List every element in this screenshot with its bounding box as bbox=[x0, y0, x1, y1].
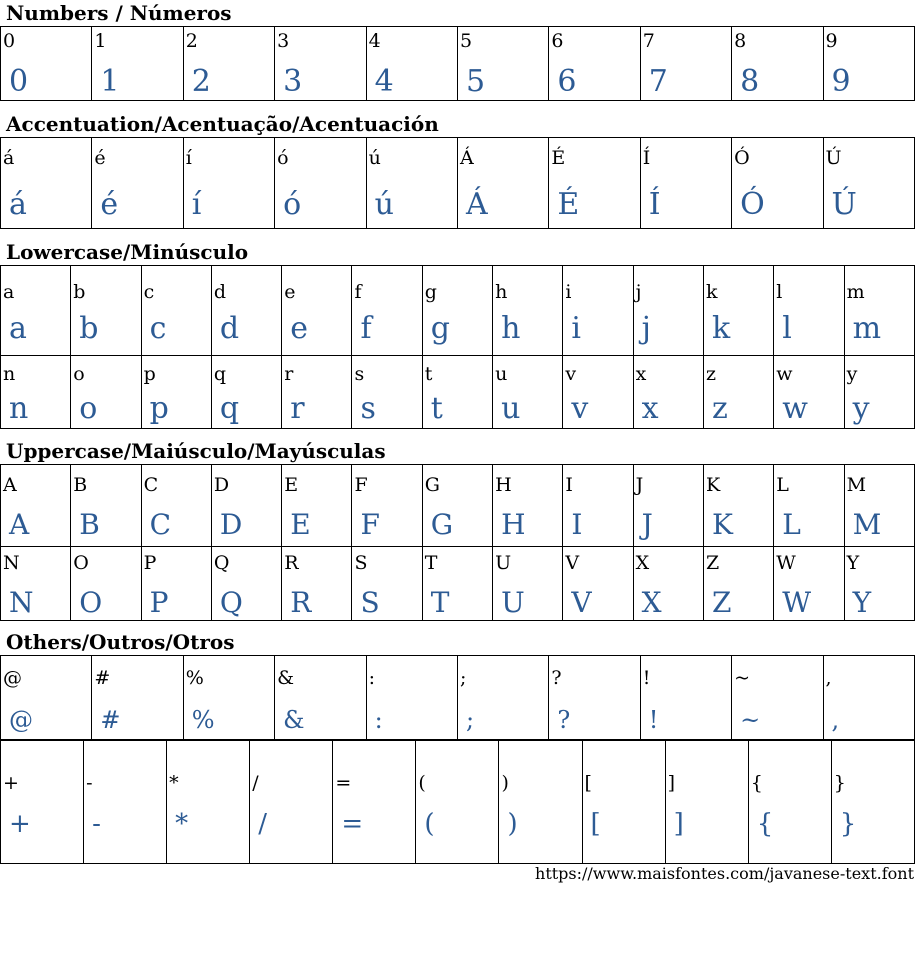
glyph-cell bbox=[703, 547, 773, 621]
glyph-cell bbox=[457, 656, 548, 740]
glyph-label: j bbox=[635, 281, 642, 303]
glyph-cell bbox=[457, 138, 548, 229]
glyph-cell bbox=[1, 656, 92, 740]
glyph-sample: ! bbox=[648, 706, 659, 734]
glyph-label: h bbox=[495, 281, 508, 303]
glyph-label: M bbox=[846, 474, 867, 496]
glyph-cell bbox=[549, 138, 640, 229]
glyph-label: 7 bbox=[642, 30, 655, 52]
glyph-sample: 6 bbox=[557, 64, 577, 99]
glyph-cell bbox=[748, 741, 831, 864]
lowercase-grid bbox=[0, 265, 915, 429]
glyph-label: Y bbox=[846, 552, 860, 574]
glyph-cell bbox=[1, 356, 71, 429]
glyph-cell bbox=[640, 656, 731, 740]
glyph-sample: / bbox=[258, 809, 267, 839]
glyph-sample: - bbox=[92, 809, 101, 839]
glyph-cell bbox=[422, 266, 492, 356]
glyph-label: á bbox=[3, 147, 15, 169]
glyph-cell bbox=[457, 27, 548, 101]
glyph-label: ) bbox=[501, 772, 509, 794]
glyph-cell bbox=[1, 266, 71, 356]
glyph-sample: A bbox=[9, 508, 30, 541]
glyph-sample: : bbox=[374, 706, 383, 734]
glyph-sample: P bbox=[149, 586, 169, 619]
glyph-sample: e bbox=[290, 311, 308, 346]
glyph-cell bbox=[499, 741, 582, 864]
glyph-label: , bbox=[825, 667, 832, 689]
glyph-cell bbox=[1, 138, 92, 229]
glyph-sample: d bbox=[219, 311, 240, 346]
glyph-cell bbox=[549, 656, 640, 740]
glyph-cell bbox=[211, 547, 281, 621]
glyph-cell bbox=[493, 356, 563, 429]
glyph-label: p bbox=[143, 363, 156, 385]
glyph-cell bbox=[92, 27, 183, 101]
glyph-sample: É bbox=[557, 187, 580, 222]
glyph-label: H bbox=[495, 474, 512, 496]
glyph-cell bbox=[633, 465, 703, 547]
glyph-sample: O bbox=[79, 586, 103, 619]
glyph-label: i bbox=[565, 281, 572, 303]
glyph-label: Q bbox=[213, 552, 230, 574]
glyph-label: O bbox=[73, 552, 89, 574]
glyph-row bbox=[1, 741, 915, 864]
glyph-sample: J bbox=[641, 508, 653, 541]
uppercase-grid bbox=[0, 464, 915, 621]
glyph-sample: c bbox=[149, 311, 167, 346]
glyph-label: - bbox=[86, 772, 93, 794]
glyph-cell bbox=[92, 138, 183, 229]
glyph-sample: F bbox=[360, 508, 380, 541]
glyph-label: { bbox=[750, 772, 763, 794]
glyph-cell bbox=[563, 465, 633, 547]
glyph-cell bbox=[633, 266, 703, 356]
glyph-cell bbox=[493, 547, 563, 621]
glyph-cell bbox=[141, 356, 211, 429]
glyph-sample: ; bbox=[465, 706, 475, 734]
glyph-sample: 2 bbox=[191, 64, 211, 99]
glyph-cell bbox=[211, 266, 281, 356]
glyph-label: ó bbox=[277, 147, 289, 169]
glyph-cell bbox=[774, 266, 844, 356]
glyph-label: : bbox=[368, 667, 375, 689]
glyph-label: 9 bbox=[825, 30, 838, 52]
glyph-label: w bbox=[776, 363, 793, 385]
glyph-cell bbox=[71, 266, 141, 356]
glyph-row bbox=[1, 465, 915, 547]
glyph-sample: ? bbox=[557, 706, 571, 734]
glyph-sample: i bbox=[571, 311, 581, 346]
glyph-sample: U bbox=[501, 586, 525, 619]
glyph-label: ! bbox=[642, 667, 651, 689]
glyph-label: N bbox=[3, 552, 20, 574]
glyph-label: u bbox=[495, 363, 508, 385]
glyph-cell bbox=[563, 547, 633, 621]
glyph-label: } bbox=[833, 772, 846, 794]
glyph-label: f bbox=[354, 281, 362, 303]
glyph-sample: í bbox=[191, 187, 202, 222]
glyph-sample: Q bbox=[219, 586, 243, 619]
glyph-cell bbox=[275, 138, 366, 229]
glyph-label: 5 bbox=[459, 30, 473, 52]
glyph-cell bbox=[352, 356, 422, 429]
glyph-sample: * bbox=[175, 809, 189, 839]
glyph-cell bbox=[366, 27, 457, 101]
glyph-cell bbox=[167, 741, 250, 864]
glyph-label: r bbox=[284, 363, 294, 385]
glyph-label: 2 bbox=[185, 30, 198, 52]
glyph-sample: é bbox=[100, 187, 119, 222]
glyph-cell bbox=[183, 656, 274, 740]
glyph-cell bbox=[141, 266, 211, 356]
glyph-sample: + bbox=[9, 809, 31, 839]
glyph-row bbox=[1, 27, 915, 101]
glyph-sample: ú bbox=[374, 187, 394, 222]
glyph-label: % bbox=[185, 667, 204, 689]
glyph-label: ] bbox=[667, 772, 676, 794]
glyph-cell bbox=[352, 465, 422, 547]
glyph-label: [ bbox=[584, 772, 592, 794]
section-title-uppercase: Uppercase/Maiúsculo/Mayúsculas bbox=[6, 439, 386, 463]
numbers-grid bbox=[0, 26, 915, 101]
glyph-sample: o bbox=[79, 391, 98, 426]
glyph-sample: H bbox=[501, 508, 526, 541]
glyph-sample: { bbox=[756, 809, 774, 839]
glyph-cell bbox=[633, 356, 703, 429]
glyph-label: R bbox=[284, 552, 299, 574]
glyph-sample: 7 bbox=[648, 64, 668, 99]
glyph-label: 1 bbox=[94, 30, 107, 52]
glyph-label: 6 bbox=[551, 30, 564, 52]
glyph-cell bbox=[71, 465, 141, 547]
glyph-label: d bbox=[213, 281, 227, 303]
glyph-label: L bbox=[776, 474, 789, 496]
glyph-label: Í bbox=[642, 147, 651, 169]
glyph-sample: l bbox=[782, 311, 792, 346]
glyph-sample: # bbox=[100, 706, 121, 734]
glyph-cell bbox=[71, 356, 141, 429]
glyph-cell bbox=[732, 27, 823, 101]
glyph-label: b bbox=[73, 281, 86, 303]
glyph-label: c bbox=[143, 281, 155, 303]
glyph-sample: M bbox=[852, 508, 882, 541]
glyph-sample: L bbox=[782, 508, 801, 541]
glyph-sample: a bbox=[9, 311, 27, 346]
glyph-cell bbox=[582, 741, 665, 864]
glyph-sample: h bbox=[501, 311, 521, 346]
glyph-cell bbox=[416, 741, 499, 864]
glyph-label: k bbox=[705, 281, 718, 303]
glyph-cell bbox=[665, 741, 748, 864]
glyph-label: U bbox=[495, 552, 512, 574]
glyph-cell bbox=[250, 741, 333, 864]
glyph-cell bbox=[844, 465, 914, 547]
glyph-label: I bbox=[565, 474, 573, 496]
glyph-sample: B bbox=[79, 508, 100, 541]
glyph-cell bbox=[844, 547, 914, 621]
glyph-cell bbox=[1, 547, 71, 621]
glyph-label: G bbox=[424, 474, 440, 496]
glyph-sample: k bbox=[711, 311, 731, 346]
glyph-sample: s bbox=[360, 391, 376, 426]
glyph-label: = bbox=[335, 772, 352, 794]
glyph-row bbox=[1, 547, 915, 621]
glyph-cell bbox=[282, 547, 352, 621]
section-title-lowercase: Lowercase/Minúsculo bbox=[6, 240, 249, 264]
glyph-cell bbox=[71, 547, 141, 621]
glyph-label: É bbox=[551, 147, 566, 169]
glyph-label: l bbox=[776, 281, 783, 303]
glyph-sample: V bbox=[571, 586, 592, 619]
glyph-sample: W bbox=[782, 586, 812, 619]
section-title-accentuation: Accentuation/Acentuação/Acentuación bbox=[6, 112, 439, 136]
glyph-label: A bbox=[3, 474, 17, 496]
glyph-sample: = bbox=[341, 809, 364, 839]
glyph-sample: g bbox=[430, 311, 450, 346]
glyph-cell bbox=[774, 465, 844, 547]
glyph-cell bbox=[703, 465, 773, 547]
glyph-sample: @ bbox=[9, 706, 33, 734]
glyph-label: X bbox=[635, 552, 650, 574]
glyph-sample: Z bbox=[711, 586, 732, 619]
glyph-sample: T bbox=[430, 586, 450, 619]
glyph-sample: E bbox=[290, 508, 311, 541]
glyph-cell bbox=[703, 266, 773, 356]
accentuation-grid bbox=[0, 137, 915, 229]
glyph-row bbox=[1, 266, 915, 356]
glyph-label: D bbox=[213, 474, 230, 496]
glyph-cell bbox=[282, 465, 352, 547]
glyph-sample: [ bbox=[590, 809, 601, 839]
glyph-sample: ) bbox=[507, 809, 518, 839]
glyph-cell bbox=[823, 138, 914, 229]
glyph-sample: G bbox=[430, 508, 454, 541]
glyph-sample: ] bbox=[673, 809, 684, 839]
glyph-sample: ~ bbox=[740, 706, 761, 734]
glyph-label: y bbox=[846, 363, 858, 385]
glyph-label: & bbox=[277, 667, 295, 689]
glyph-cell bbox=[352, 266, 422, 356]
others-grid-row1 bbox=[0, 655, 915, 740]
glyph-cell bbox=[366, 656, 457, 740]
glyph-cell bbox=[1, 27, 92, 101]
glyph-sample: ( bbox=[424, 809, 435, 839]
glyph-sample: p bbox=[149, 391, 169, 426]
glyph-label: Ó bbox=[734, 147, 750, 169]
glyph-label: t bbox=[424, 363, 433, 385]
glyph-sample: Í bbox=[648, 187, 661, 222]
glyph-cell bbox=[640, 27, 731, 101]
glyph-label: z bbox=[705, 363, 716, 385]
glyph-sample: w bbox=[782, 391, 808, 426]
glyph-sample: 0 bbox=[9, 64, 29, 99]
glyph-label: é bbox=[94, 147, 106, 169]
glyph-sample: R bbox=[290, 586, 312, 619]
glyph-sample: f bbox=[360, 311, 372, 346]
glyph-sample: 3 bbox=[283, 64, 303, 99]
glyph-label: J bbox=[635, 474, 644, 496]
glyph-cell bbox=[844, 266, 914, 356]
glyph-cell bbox=[352, 547, 422, 621]
glyph-label: n bbox=[3, 363, 16, 385]
glyph-cell bbox=[183, 138, 274, 229]
glyph-cell bbox=[493, 465, 563, 547]
glyph-cell bbox=[823, 656, 914, 740]
glyph-label: C bbox=[143, 474, 159, 496]
glyph-label: V bbox=[565, 552, 580, 574]
glyph-cell bbox=[282, 356, 352, 429]
glyph-sample: C bbox=[149, 508, 172, 541]
glyph-sample: n bbox=[9, 391, 29, 426]
glyph-cell bbox=[844, 356, 914, 429]
glyph-cell bbox=[282, 266, 352, 356]
glyph-sample: Ó bbox=[740, 187, 765, 222]
glyph-sample: } bbox=[839, 809, 857, 839]
glyph-label: W bbox=[776, 552, 796, 574]
glyph-label: + bbox=[3, 772, 19, 794]
glyph-sample: 1 bbox=[100, 64, 120, 99]
glyph-label: # bbox=[94, 667, 111, 689]
glyph-cell bbox=[732, 656, 823, 740]
glyph-label: s bbox=[354, 363, 365, 385]
glyph-label: 3 bbox=[277, 30, 290, 52]
glyph-row bbox=[1, 356, 915, 429]
glyph-sample: 9 bbox=[831, 64, 851, 99]
glyph-sample: ó bbox=[283, 187, 302, 222]
glyph-cell bbox=[422, 547, 492, 621]
glyph-sample: b bbox=[79, 311, 99, 346]
glyph-label: q bbox=[213, 363, 227, 385]
glyph-sample: I bbox=[571, 508, 583, 541]
glyph-label: e bbox=[284, 281, 296, 303]
glyph-sample: K bbox=[711, 508, 733, 541]
glyph-cell bbox=[640, 138, 731, 229]
glyph-label: K bbox=[705, 474, 721, 496]
section-title-numbers: Numbers / Números bbox=[6, 1, 232, 25]
glyph-label: g bbox=[424, 281, 437, 303]
glyph-sample: q bbox=[219, 391, 240, 426]
glyph-label: Ú bbox=[825, 147, 842, 169]
glyph-cell bbox=[1, 465, 71, 547]
glyph-cell bbox=[774, 356, 844, 429]
glyph-sample: r bbox=[290, 391, 305, 426]
glyph-cell bbox=[183, 27, 274, 101]
glyph-sample: 8 bbox=[740, 64, 760, 99]
glyph-label: * bbox=[169, 772, 179, 794]
glyph-sample: v bbox=[571, 391, 589, 426]
glyph-label: P bbox=[143, 552, 157, 574]
glyph-cell bbox=[275, 656, 366, 740]
glyph-cell bbox=[422, 356, 492, 429]
glyph-cell bbox=[563, 266, 633, 356]
glyph-label: ; bbox=[459, 667, 467, 689]
glyph-label: a bbox=[3, 281, 15, 303]
glyph-cell bbox=[732, 138, 823, 229]
section-title-others: Others/Outros/Otros bbox=[6, 630, 235, 654]
glyph-label: í bbox=[185, 147, 192, 169]
glyph-cell bbox=[1, 741, 84, 864]
glyph-sample: S bbox=[360, 586, 380, 619]
glyph-label: o bbox=[73, 363, 85, 385]
glyph-cell bbox=[333, 741, 416, 864]
glyph-cell bbox=[275, 27, 366, 101]
glyph-cell bbox=[823, 27, 914, 101]
glyph-sample: y bbox=[852, 391, 870, 426]
glyph-label: 4 bbox=[368, 30, 381, 52]
glyph-sample: Y bbox=[852, 586, 872, 619]
glyph-cell bbox=[84, 741, 167, 864]
glyph-label: 8 bbox=[734, 30, 747, 52]
glyph-label: x bbox=[635, 363, 647, 385]
glyph-sample: u bbox=[501, 391, 521, 426]
glyph-label: B bbox=[73, 474, 88, 496]
glyph-cell bbox=[141, 547, 211, 621]
footer-url[interactable]: https://www.maisfontes.com/javanese-text.font bbox=[535, 864, 914, 883]
glyph-label: ? bbox=[551, 667, 562, 689]
glyph-cell bbox=[493, 266, 563, 356]
glyph-label: F bbox=[354, 474, 368, 496]
glyph-sample: z bbox=[711, 391, 728, 426]
glyph-sample: % bbox=[191, 706, 215, 734]
glyph-sample: Ú bbox=[831, 187, 857, 222]
glyph-label: 0 bbox=[3, 30, 16, 52]
glyph-sample: X bbox=[641, 586, 662, 619]
glyph-label: Z bbox=[705, 552, 720, 574]
glyph-sample: m bbox=[852, 311, 882, 346]
glyph-cell bbox=[211, 465, 281, 547]
glyph-label: / bbox=[252, 772, 259, 794]
glyph-cell bbox=[549, 27, 640, 101]
glyph-sample: x bbox=[641, 391, 659, 426]
glyph-sample: á bbox=[9, 187, 27, 222]
glyph-cell bbox=[422, 465, 492, 547]
glyph-sample: , bbox=[831, 706, 840, 734]
glyph-cell bbox=[703, 356, 773, 429]
glyph-cell bbox=[774, 547, 844, 621]
glyph-row bbox=[1, 656, 915, 740]
glyph-label: v bbox=[565, 363, 577, 385]
glyph-sample: N bbox=[9, 586, 34, 619]
glyph-cell bbox=[92, 656, 183, 740]
glyph-sample: 5 bbox=[465, 64, 486, 99]
glyph-sample: D bbox=[219, 508, 243, 541]
glyph-sample: j bbox=[641, 311, 651, 346]
glyph-label: Á bbox=[459, 147, 474, 169]
glyph-label: S bbox=[354, 552, 368, 574]
glyph-sample: 4 bbox=[374, 64, 394, 99]
glyph-label: @ bbox=[3, 667, 22, 689]
glyph-label: ú bbox=[368, 147, 381, 169]
glyph-cell bbox=[211, 356, 281, 429]
glyph-row bbox=[1, 138, 915, 229]
glyph-label: ~ bbox=[734, 667, 751, 689]
glyph-label: T bbox=[424, 552, 438, 574]
glyph-cell bbox=[366, 138, 457, 229]
glyph-sample: & bbox=[283, 706, 305, 734]
glyph-label: ( bbox=[418, 772, 426, 794]
glyph-cell bbox=[141, 465, 211, 547]
glyph-cell bbox=[633, 547, 703, 621]
others-grid-row2 bbox=[0, 740, 915, 864]
glyph-cell bbox=[563, 356, 633, 429]
glyph-sample: t bbox=[430, 391, 443, 426]
glyph-label: E bbox=[284, 474, 299, 496]
glyph-cell bbox=[831, 741, 914, 864]
glyph-sample: Á bbox=[465, 187, 488, 222]
glyph-label: m bbox=[846, 281, 865, 303]
